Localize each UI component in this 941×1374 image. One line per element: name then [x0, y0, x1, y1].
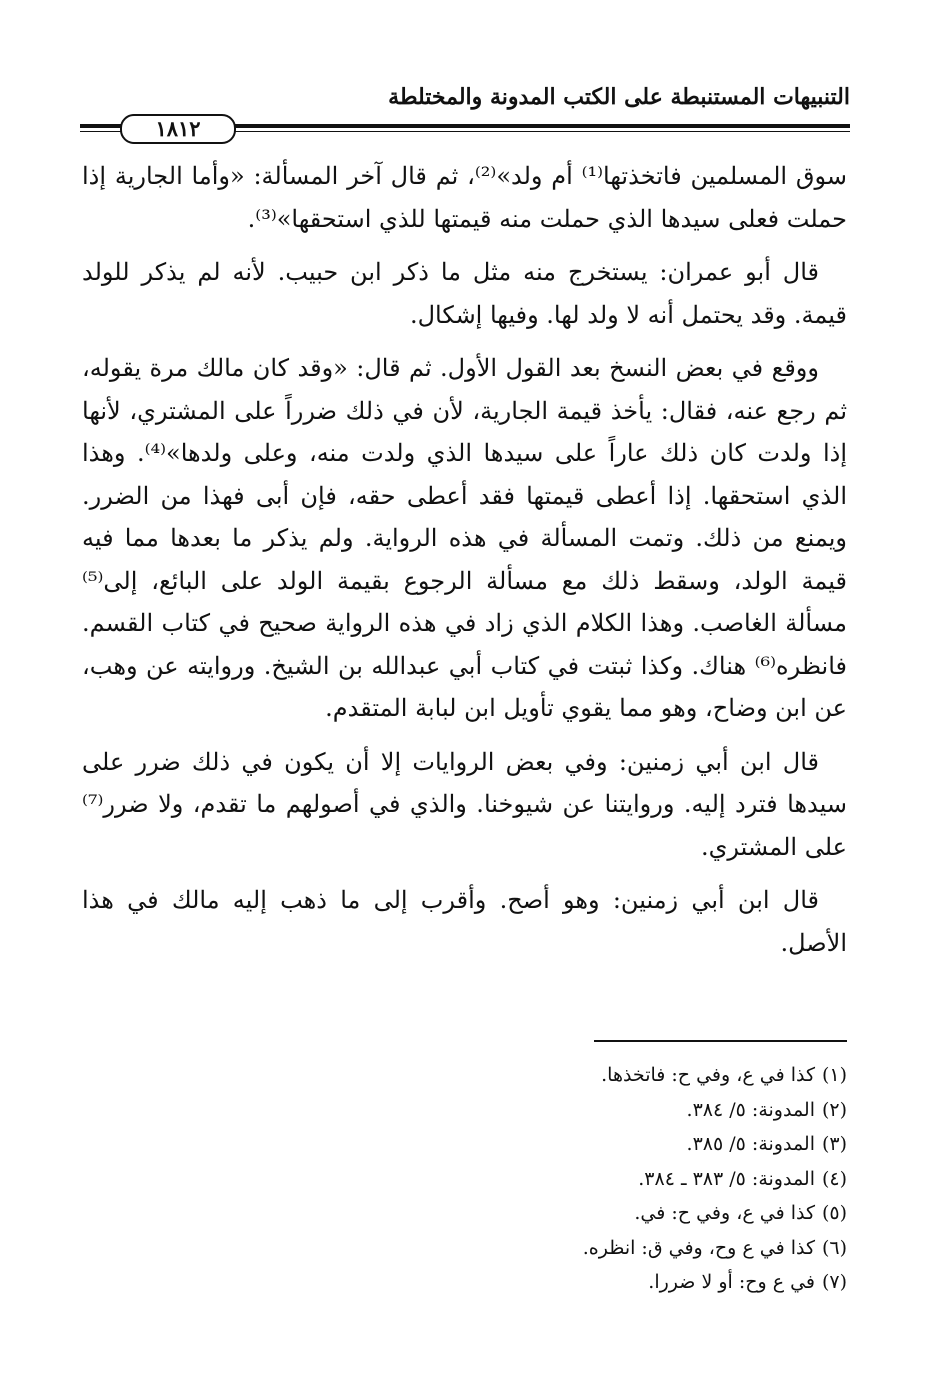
paragraph-4: قال ابن أبي زمنين: وفي بعض الروايات إلا أن يكون في ذلك ضرر على سيدها فترد إليه. وروايتنا عن شيوخنا. والذي في أصولهم ما تقدم، ولا ضرر⁽⁷⁾ على المشتري. [82, 747, 847, 861]
footnote-text: كذا في ع، وفي ح: فاتخذها. [601, 1064, 815, 1086]
footnote-item [400, 1127, 847, 1162]
paragraph-3: ووقع في بعض النسخ بعد القول الأول. ثم قال: «وقد كان مالك مرة يقوله، ثم رجع عنه، فقال: يأخذ قيمة الجارية، لأن في ذلك ضرراً على المشتري، لأنها إذا ولدت كان ذلك عاراً على سيدها الذي ولدت منه، وعلى ولدها»⁽⁴⁾. وهذا الذي استحقها. إذا أعطى قيمتها فقد أعطى حقه، فإن أبى فهذا من الضرر. ويمنع من ذلك. وتمت المسألة في هذه الرواية. ولم يذكر ما بعدها مما فيه قيمة الولد، وسقط ذلك مع مسألة الرجوع بقيمة الولد على البائع، إلى⁽⁵⁾ مسألة الغاصب. وهذا الكلام الذي زاد في هذه الرواية صحيح في كتاب القسم. فانظره⁽⁶⁾ هناك. وكذا ثبتت في كتاب أبي عبدالله بن الشيخ. وروايته عن وهب، عن ابن وضاح، وهو مما يقوي تأويل ابن لبابة المتقدم. [82, 354, 848, 722]
footnote-item [400, 1058, 847, 1093]
footnote-number: (٦) [821, 1236, 847, 1259]
footnote-number: (٤) [821, 1167, 847, 1190]
footnote-text: المدونة: ٥/ ٣٨٣ ـ ٣٨٤. [638, 1167, 815, 1190]
footnote-number: (٥) [821, 1202, 847, 1224]
page-number: ١٨١٢ [120, 114, 236, 144]
footnote-text: المدونة: ٥/ ٣٨٤. [686, 1098, 815, 1121]
footnote-item [400, 1093, 847, 1128]
paragraph-2: قال أبو عمران: يستخرج منه مثل ما ذكر ابن حبيب. لأنه لم يذكر للولد قيمة. وقد يحتمل أنه لا ولد لها. وفيها إشكال. [82, 258, 847, 329]
footnote-number: (٢) [821, 1098, 847, 1121]
paragraph-1: سوق المسلمين فاتخذتها⁽¹⁾ أم ولد»⁽²⁾، ثم قال آخر المسألة: «وأما الجارية إذا حملت فعلى سيدها الذي حملت منه قيمتها للذي استحقها»⁽³⁾. [82, 162, 847, 233]
footnote-text: كذا في ع، وفي ح: في. [634, 1202, 815, 1224]
footnote-text: المدونة: ٥/ ٣٨٥. [686, 1133, 815, 1155]
footnote-text: في ع وح: أو لا ضررا. [648, 1271, 815, 1293]
footnote-text: كذا في ع وح، وفي ق: انظره. [582, 1236, 815, 1259]
footnote-item [400, 1196, 847, 1231]
footnote-separator [594, 1040, 847, 1042]
book-title: التنبيهات المستنبطة على الكتب المدونة والمختلطة [388, 84, 850, 110]
footnote-number: (٣) [821, 1133, 847, 1155]
footnote-item [400, 1162, 847, 1197]
footnote-number: (١) [821, 1064, 847, 1086]
main-text [82, 155, 847, 975]
running-header [80, 82, 850, 142]
footnote-item [400, 1265, 847, 1300]
footnote-number: (٧) [821, 1271, 847, 1293]
paragraph-5: قال ابن أبي زمنين: وهو أصح. وأقرب إلى ما ذهب إليه مالك في هذا الأصل. [82, 886, 847, 957]
footnotes [400, 1058, 847, 1300]
footnote-item [400, 1231, 847, 1266]
